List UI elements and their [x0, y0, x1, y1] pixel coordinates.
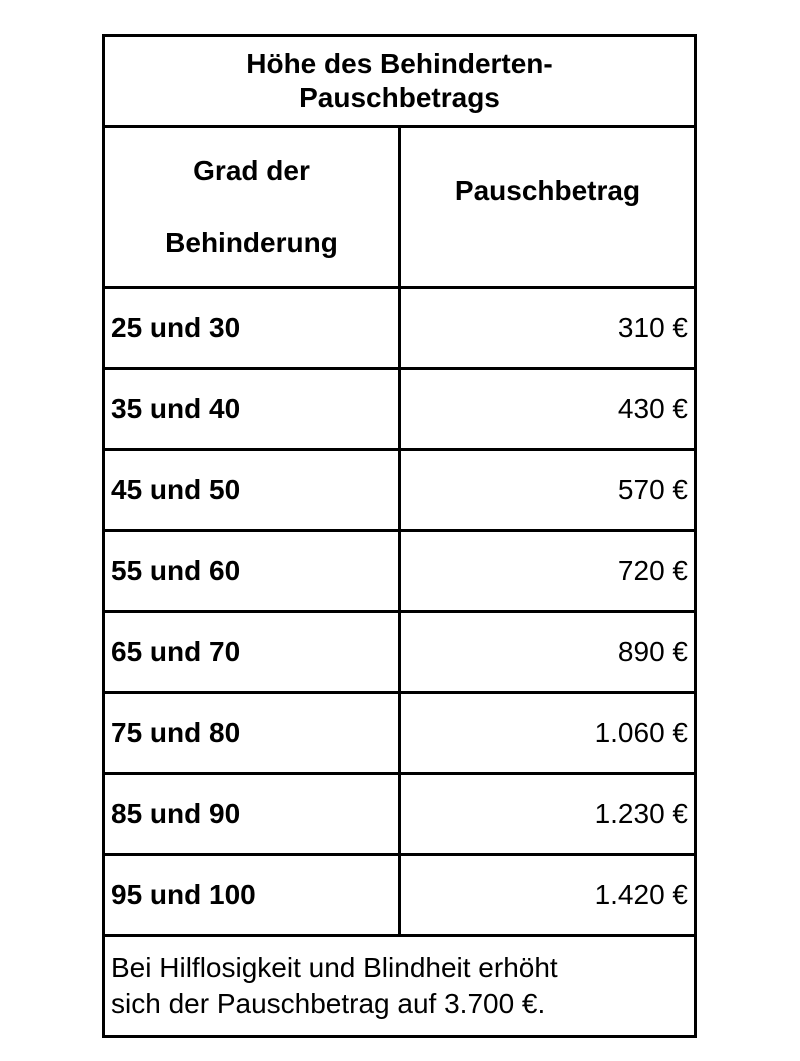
grad-cell: 85 und 90	[105, 775, 401, 853]
table-title-row	[105, 37, 694, 128]
table-header-row	[105, 128, 694, 289]
table-row	[105, 694, 694, 775]
betrag-cell: 430 €	[617, 393, 688, 424]
header-grad-line-2: Behinderung	[165, 227, 338, 258]
grad-cell: 35 und 40	[105, 370, 401, 448]
table-note-row	[105, 937, 694, 1035]
table-title-line-1: Höhe des Behinderten-	[246, 48, 553, 79]
note-line-2: sich der Pauschbetrag auf 3.700 €.	[111, 988, 546, 1019]
grad-cell: 95 und 100	[105, 856, 401, 934]
table-title	[200, 47, 600, 115]
table-note	[111, 950, 558, 1022]
betrag-cell: 890 €	[617, 636, 688, 667]
table-row	[105, 532, 694, 613]
grad-cell: 65 und 70	[105, 613, 401, 691]
betrag-cell: 570 €	[617, 474, 688, 505]
header-grad-label	[142, 153, 362, 261]
header-grad-line-1: Grad der	[193, 155, 310, 186]
betrag-cell: 1.060 €	[594, 717, 688, 748]
betrag-cell: 720 €	[617, 555, 688, 586]
betrag-cell: 1.230 €	[594, 798, 688, 829]
grad-cell: 45 und 50	[105, 451, 401, 529]
table-row	[105, 775, 694, 856]
grad-cell: 75 und 80	[105, 694, 401, 772]
table-row	[105, 370, 694, 451]
grad-cell: 25 und 30	[105, 289, 401, 367]
table-row	[105, 613, 694, 694]
table-row	[105, 856, 694, 937]
betrag-cell: 310 €	[617, 312, 688, 343]
table-title-line-2: Pauschbetrags	[299, 82, 500, 113]
table-row	[105, 451, 694, 532]
header-cell-grad	[105, 128, 401, 286]
header-pauschbetrag-label: Pauschbetrag	[454, 175, 641, 206]
grad-cell: 55 und 60	[105, 532, 401, 610]
table-row	[105, 289, 694, 370]
note-line-1: Bei Hilflosigkeit und Blindheit erhöht	[111, 952, 558, 983]
header-cell-pauschbetrag	[401, 128, 694, 286]
pauschbetrag-table	[102, 34, 697, 1038]
betrag-cell: 1.420 €	[594, 879, 688, 910]
